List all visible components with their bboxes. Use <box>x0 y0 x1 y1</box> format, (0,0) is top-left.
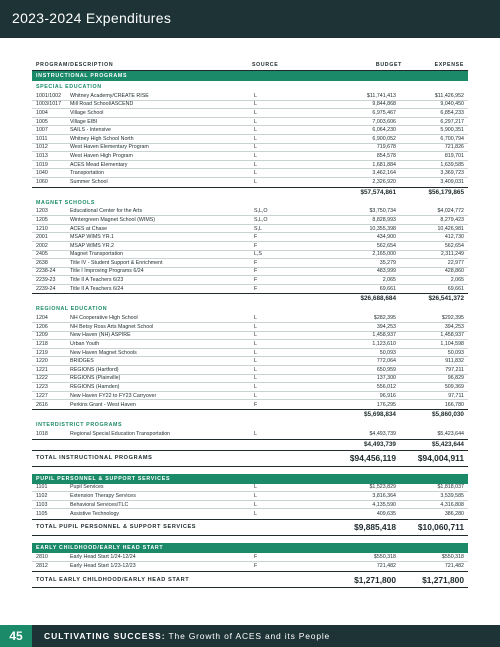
source-cell: F <box>254 277 258 284</box>
expense-cell: 1,639,585 <box>440 161 464 168</box>
budget-cell: 1,681,884 <box>372 161 396 168</box>
budget-cell: 50,093 <box>379 349 396 356</box>
subsection-title-regional-education: REGIONAL EDUCATION <box>36 306 108 313</box>
expense-cell: 394,253 <box>444 323 464 330</box>
total-expense: $94,004,911 <box>417 453 464 464</box>
program-description-cell: Title IV - Student Support & Enrichment <box>70 259 163 266</box>
program-description-cell: West Haven Elementary Program <box>70 144 149 151</box>
budget-cell: 1,123,610 <box>372 341 396 348</box>
program-code-cell: 1220 <box>36 358 48 365</box>
program-code-cell: 1219 <box>36 349 48 356</box>
program-description-cell: Title II A Teachers 6/23 <box>70 277 124 284</box>
expense-cell: $550,318 <box>441 553 464 560</box>
program-code-cell: 1103 <box>36 501 48 508</box>
subsection-title-magnet-schools: MAGNET SCHOOLS <box>36 199 96 206</box>
program-code-cell: 1223 <box>36 384 48 391</box>
footer-title-rest: The Growth of ACES and its People <box>168 631 331 641</box>
table-row <box>32 323 468 332</box>
total-budget: $94,456,119 <box>349 453 396 464</box>
table-row <box>32 366 468 375</box>
program-description-cell: New Haven Magnet Schools <box>70 349 137 356</box>
special-education-rows <box>32 92 468 187</box>
table-row <box>32 268 468 277</box>
source-cell: L <box>254 510 257 517</box>
subtotal-expense: $5,860,030 <box>432 411 464 418</box>
budget-cell: 6,900,052 <box>372 135 396 142</box>
expense-cell: 8,279,423 <box>440 216 464 223</box>
source-cell: F <box>254 286 258 293</box>
column-header-row <box>32 59 468 71</box>
budget-cell: 35,279 <box>379 259 396 266</box>
budget-cell: 2,326,920 <box>372 179 396 186</box>
source-cell: L <box>254 92 257 99</box>
program-code-cell: 2239-23 <box>36 277 56 284</box>
program-description-cell: Whitney Academy/CREATE RISE <box>70 92 149 99</box>
table-row <box>32 242 468 251</box>
budget-cell: $11,741,413 <box>366 92 396 99</box>
total-label: TOTAL PUPIL PERSONNEL & SUPPORT SERVICES <box>36 524 197 531</box>
source-cell: L <box>254 501 257 508</box>
page-number: 45 <box>0 625 32 647</box>
expense-cell: 50,093 <box>447 349 464 356</box>
table-row <box>32 135 468 144</box>
source-cell: L <box>254 332 257 339</box>
program-description-cell: Educational Center for the Arts <box>70 208 143 215</box>
table-row <box>32 208 468 217</box>
budget-cell: 1,458,937 <box>372 332 396 339</box>
source-cell: F <box>254 553 258 560</box>
budget-cell: 2,165,000 <box>372 251 396 258</box>
program-code-cell: 2002 <box>36 242 48 249</box>
budget-cell: 4,135,590 <box>372 501 396 508</box>
source-cell: L <box>254 109 257 116</box>
source-cell: L <box>254 144 257 151</box>
subtotal-budget: $5,698,834 <box>364 411 396 418</box>
program-code-cell: 2239-24 <box>36 286 56 293</box>
table-row <box>32 501 468 510</box>
program-description-cell: Summer School <box>70 179 108 186</box>
expenditures-table <box>32 59 468 588</box>
source-cell: L <box>254 127 257 134</box>
program-description-cell: SAILS - Intensive <box>70 127 111 134</box>
regional-education-rows <box>32 314 468 409</box>
program-description-cell: Whitney High School North <box>70 135 134 142</box>
source-cell: L <box>254 349 257 356</box>
table-row <box>32 233 468 242</box>
expense-cell: 386,280 <box>444 510 464 517</box>
table-row <box>32 484 468 493</box>
table-row <box>32 332 468 341</box>
budget-cell: 96,916 <box>379 392 396 399</box>
table-row <box>32 314 468 323</box>
budget-cell: $4,493,739 <box>369 431 396 438</box>
table-row <box>32 216 468 225</box>
table-row <box>32 400 468 409</box>
subsection-title-special-education: SPECIAL EDUCATION <box>36 84 102 90</box>
program-description-cell: Extension Therapy Services <box>70 492 136 499</box>
expense-cell: 1,104,598 <box>440 341 464 348</box>
table-row <box>32 178 468 187</box>
program-description-cell: MSAP WIMS YR.1 <box>70 234 114 241</box>
budget-cell: 9,844,868 <box>372 101 396 108</box>
column-header-program: PROGRAM/DESCRIPTION <box>36 61 114 68</box>
expense-cell: 9,040,450 <box>440 101 464 108</box>
expense-cell: 96,829 <box>447 375 464 382</box>
table-row <box>32 349 468 358</box>
source-cell: L <box>254 161 257 168</box>
table-row <box>32 392 468 401</box>
total-expense: $10,060,711 <box>417 522 464 533</box>
budget-cell: $550,318 <box>373 553 396 560</box>
program-code-cell: 1206 <box>36 323 48 330</box>
expense-cell: 22,977 <box>447 259 464 266</box>
total-row-early-childhood <box>32 571 468 588</box>
program-description-cell: Early Head Start 1/24-12/24 <box>70 553 136 560</box>
table-row <box>32 259 468 268</box>
program-code-cell: 1007 <box>36 127 48 134</box>
program-description-cell: BRIDGES <box>70 358 94 365</box>
program-description-cell: New Haven FY22 to FY23 Carryover <box>70 392 157 399</box>
subtotal-budget: $26,688,684 <box>360 295 396 303</box>
expense-cell: 412,730 <box>444 234 464 241</box>
total-row-pupil-personnel <box>32 519 468 536</box>
section-band-early-childhood: EARLY CHILDHOOD/EARLY HEAD START <box>32 543 468 553</box>
program-code-cell: 1018 <box>36 431 48 438</box>
subtotal-expense: $26,541,372 <box>428 295 464 303</box>
total-label: TOTAL INSTRUCTIONAL PROGRAMS <box>36 455 153 462</box>
source-cell: L <box>254 179 257 186</box>
budget-cell: $282,395 <box>373 315 396 322</box>
program-description-cell: REGIONS (Plainville) <box>70 375 121 382</box>
budget-cell: 137,300 <box>376 375 396 382</box>
source-cell: F <box>254 562 258 569</box>
program-code-cell: 1001/1002 <box>36 92 62 99</box>
subsection-title-interdistrict: INTERDISTRICT PROGRAMS <box>36 422 123 428</box>
source-cell: L <box>254 170 257 177</box>
subtotal-row <box>32 293 468 303</box>
subtotal-budget: $57,574,861 <box>360 188 396 196</box>
budget-cell: 721,482 <box>376 562 396 569</box>
expense-cell: $292,395 <box>441 315 464 322</box>
table-row <box>32 276 468 285</box>
source-cell: L <box>254 315 257 322</box>
subtotal-expense: $5,423,644 <box>432 440 464 448</box>
program-description-cell: NH Cooperative High School <box>70 315 138 322</box>
program-code-cell: 2810 <box>36 553 48 560</box>
expense-cell: 6,854,233 <box>440 109 464 116</box>
total-budget: $9,885,418 <box>354 522 396 533</box>
source-cell: L <box>254 341 257 348</box>
budget-cell: 69,661 <box>379 286 396 293</box>
footer-title <box>44 631 330 641</box>
expense-cell: 721,826 <box>444 144 464 151</box>
table-row <box>32 169 468 178</box>
expense-cell: 3,539,585 <box>440 492 464 499</box>
expense-cell: 10,426,981 <box>437 225 464 232</box>
table-row <box>32 375 468 384</box>
column-header-source: SOURCE <box>252 61 279 68</box>
budget-cell: $3,750,734 <box>369 208 396 215</box>
source-cell: L <box>254 392 257 399</box>
expense-cell: $11,426,952 <box>434 92 464 99</box>
program-description-cell: Regional Special Education Transportation <box>70 431 171 438</box>
source-cell: S,L <box>254 225 262 232</box>
source-cell: L,S <box>254 251 262 258</box>
program-code-cell: 1105 <box>36 510 48 517</box>
budget-cell: 434,900 <box>376 234 396 241</box>
program-code-cell: 1203 <box>36 208 48 215</box>
source-cell: L <box>254 484 257 491</box>
table-row <box>32 101 468 110</box>
expense-cell: 911,832 <box>445 358 464 365</box>
budget-cell: 6,975,467 <box>372 109 396 116</box>
table-row <box>32 92 468 101</box>
expense-cell: 6,297,217 <box>440 118 464 125</box>
expense-cell: 2,311,249 <box>440 251 464 258</box>
source-cell: L <box>254 118 257 125</box>
program-description-cell: Village School <box>70 109 104 116</box>
program-description-cell: New Haven (NH) ASPIRE <box>70 332 131 339</box>
budget-cell: 3,816,364 <box>372 492 396 499</box>
source-cell: L <box>254 135 257 142</box>
interdistrict-rows <box>32 430 468 439</box>
table-row <box>32 492 468 501</box>
source-cell: L <box>254 492 257 499</box>
budget-cell: 854,578 <box>376 152 396 159</box>
program-code-cell: 1060 <box>36 179 48 186</box>
table-row <box>32 553 468 562</box>
program-code-cell: 1013 <box>36 152 48 159</box>
source-cell: F <box>254 401 258 408</box>
source-cell: F <box>254 234 258 241</box>
table-row <box>32 251 468 260</box>
expense-cell: 2,065 <box>450 277 464 284</box>
program-code-cell: 1218 <box>36 341 48 348</box>
budget-cell: 176,295 <box>376 401 396 408</box>
budget-cell: 8,828,993 <box>372 216 396 223</box>
expense-cell: 3,409,031 <box>440 179 464 186</box>
budget-cell: $1,523,829 <box>369 484 396 491</box>
expense-cell: 797,211 <box>445 366 464 373</box>
budget-cell: 562,654 <box>376 242 396 249</box>
expense-cell: $5,423,644 <box>437 431 464 438</box>
table-row <box>32 285 468 294</box>
program-description-cell: Wintergreen Magnet School (WIMS) <box>70 216 156 223</box>
expense-cell: 4,316,808 <box>440 501 464 508</box>
page-title: 2023-2024 Expenditures <box>12 10 172 26</box>
total-label: TOTAL EARLY CHILDHOOD/EARLY HEAD START <box>36 576 190 583</box>
subtotal-expense: $56,179,865 <box>428 188 464 196</box>
source-cell: F <box>254 259 258 266</box>
program-code-cell: 1101 <box>36 484 48 491</box>
table-row <box>32 118 468 127</box>
program-description-cell: Assistive Technology <box>70 510 120 517</box>
program-code-cell: 1102 <box>36 492 48 499</box>
budget-cell: 7,003,606 <box>372 118 396 125</box>
page-footer <box>0 625 500 647</box>
source-cell: L <box>254 358 257 365</box>
program-code-cell: 1209 <box>36 332 48 339</box>
program-description-cell: MSAP WIMS YR.2 <box>70 242 114 249</box>
program-description-cell: Title I Improving Programs 6/24 <box>70 268 144 275</box>
total-row-instructional <box>32 450 468 467</box>
program-code-cell: 1205 <box>36 216 48 223</box>
program-code-cell: 2638 <box>36 259 48 266</box>
program-code-cell: 2405 <box>36 251 48 258</box>
table-row <box>32 152 468 161</box>
program-description-cell: REGIONS (Hartford) <box>70 366 119 373</box>
section-band-instructional: INSTRUCTIONAL PROGRAMS <box>32 71 468 81</box>
table-row <box>32 225 468 234</box>
section-band-pupil-personnel: PUPIL PERSONNEL & SUPPORT SERVICES <box>32 474 468 484</box>
source-cell: L <box>254 431 257 438</box>
program-description-cell: Pupil Services <box>70 484 104 491</box>
early-childhood-rows <box>32 553 468 570</box>
total-expense: $1,271,800 <box>422 574 464 585</box>
program-description-cell: Magnet Transportation <box>70 251 123 258</box>
budget-cell: 394,253 <box>376 323 396 330</box>
budget-cell: 2,065 <box>382 277 396 284</box>
budget-cell: 10,355,398 <box>369 225 396 232</box>
subtotal-row <box>32 409 468 419</box>
program-code-cell: 2238-24 <box>36 268 56 275</box>
program-description-cell: Transportation <box>70 170 104 177</box>
source-cell: S,L,O <box>254 208 268 215</box>
program-code-cell: 2001 <box>36 234 48 241</box>
budget-cell: 772,064 <box>376 358 396 365</box>
source-cell: L <box>254 152 257 159</box>
source-cell: L <box>254 323 257 330</box>
program-code-cell: 1019 <box>36 161 48 168</box>
program-code-cell: 1011 <box>36 135 48 142</box>
program-description-cell: Village EIBI <box>70 118 98 125</box>
page-header <box>0 0 500 38</box>
program-description-cell: ACES at Chase <box>70 225 108 232</box>
magnet-schools-rows <box>32 208 468 294</box>
total-budget: $1,271,800 <box>354 574 396 585</box>
source-cell: L <box>254 375 257 382</box>
budget-cell: 483,999 <box>376 268 396 275</box>
program-description-cell: Early Head Start 1/23-12/23 <box>70 562 136 569</box>
program-code-cell: 1227 <box>36 392 48 399</box>
expense-cell: 3,369,723 <box>440 170 464 177</box>
expense-cell: 6,700,794 <box>440 135 464 142</box>
budget-cell: 409,635 <box>376 510 396 517</box>
source-cell: L <box>254 366 257 373</box>
expense-cell: 819,701 <box>444 152 464 159</box>
table-row <box>32 126 468 135</box>
table-row <box>32 340 468 349</box>
program-code-cell: 1003/1017 <box>36 101 62 108</box>
source-cell: F <box>254 242 258 249</box>
table-row <box>32 144 468 153</box>
budget-cell: 556,012 <box>376 384 396 391</box>
program-description-cell: REGIONS (Hamden) <box>70 384 120 391</box>
source-cell: S,L,O <box>254 216 268 223</box>
source-cell: F <box>254 268 258 275</box>
subtotal-budget: $4,493,739 <box>364 440 396 448</box>
program-code-cell: 1040 <box>36 170 48 177</box>
expense-cell: 5,900,351 <box>440 127 464 134</box>
subtotal-row <box>32 187 468 197</box>
pupil-personnel-rows <box>32 484 468 518</box>
expense-cell: 97,711 <box>448 392 464 399</box>
footer-title-main: CULTIVATING SUCCESS: <box>44 631 166 641</box>
program-code-cell: 1222 <box>36 375 48 382</box>
program-description-cell: West Haven High Program <box>70 152 133 159</box>
program-description-cell: ACES Mead Elementary <box>70 161 128 168</box>
budget-cell: 719,678 <box>376 144 396 151</box>
budget-cell: 6,064,230 <box>372 127 396 134</box>
expense-cell: $1,818,037 <box>437 484 464 491</box>
table-row <box>32 562 468 571</box>
budget-cell: 3,462,164 <box>372 170 396 177</box>
program-description-cell: Mill Road School/ASCEND <box>70 101 134 108</box>
program-description-cell: Urban Youth <box>70 341 100 348</box>
table-row <box>32 430 468 439</box>
expense-cell: $4,024,772 <box>437 208 464 215</box>
source-cell: L <box>254 384 257 391</box>
budget-cell: 650,959 <box>376 366 396 373</box>
table-row <box>32 109 468 118</box>
expense-cell: 562,654 <box>444 242 464 249</box>
expense-cell: 69,661 <box>447 286 464 293</box>
column-header-expense: EXPENSE <box>434 61 464 68</box>
program-code-cell: 1204 <box>36 315 48 322</box>
expense-cell: 428,860 <box>444 268 464 275</box>
program-code-cell: 2616 <box>36 401 48 408</box>
table-row <box>32 161 468 170</box>
column-header-budget: BUDGET <box>375 61 402 68</box>
subtotal-row <box>32 439 468 449</box>
expense-cell: 721,482 <box>444 562 464 569</box>
program-code-cell: 1004 <box>36 109 48 116</box>
source-cell: L <box>254 101 257 108</box>
table-row <box>32 383 468 392</box>
table-row <box>32 509 468 518</box>
program-code-cell: 1210 <box>36 225 48 232</box>
program-description-cell: Title II A Teachers 6/24 <box>70 286 124 293</box>
expense-cell: 509,369 <box>444 384 464 391</box>
expense-cell: 1,458,937 <box>440 332 464 339</box>
program-code-cell: 2812 <box>36 562 48 569</box>
program-code-cell: 1005 <box>36 118 48 125</box>
program-description-cell: Perkins Grant - West Haven <box>70 401 136 408</box>
expense-cell: 166,780 <box>444 401 464 408</box>
program-description-cell: Behavioral Services/TLC <box>70 501 129 508</box>
program-code-cell: 1012 <box>36 144 48 151</box>
program-code-cell: 1221 <box>36 366 48 373</box>
table-row <box>32 357 468 366</box>
program-description-cell: NH Betsy Ross Arts Magnet School <box>70 323 154 330</box>
